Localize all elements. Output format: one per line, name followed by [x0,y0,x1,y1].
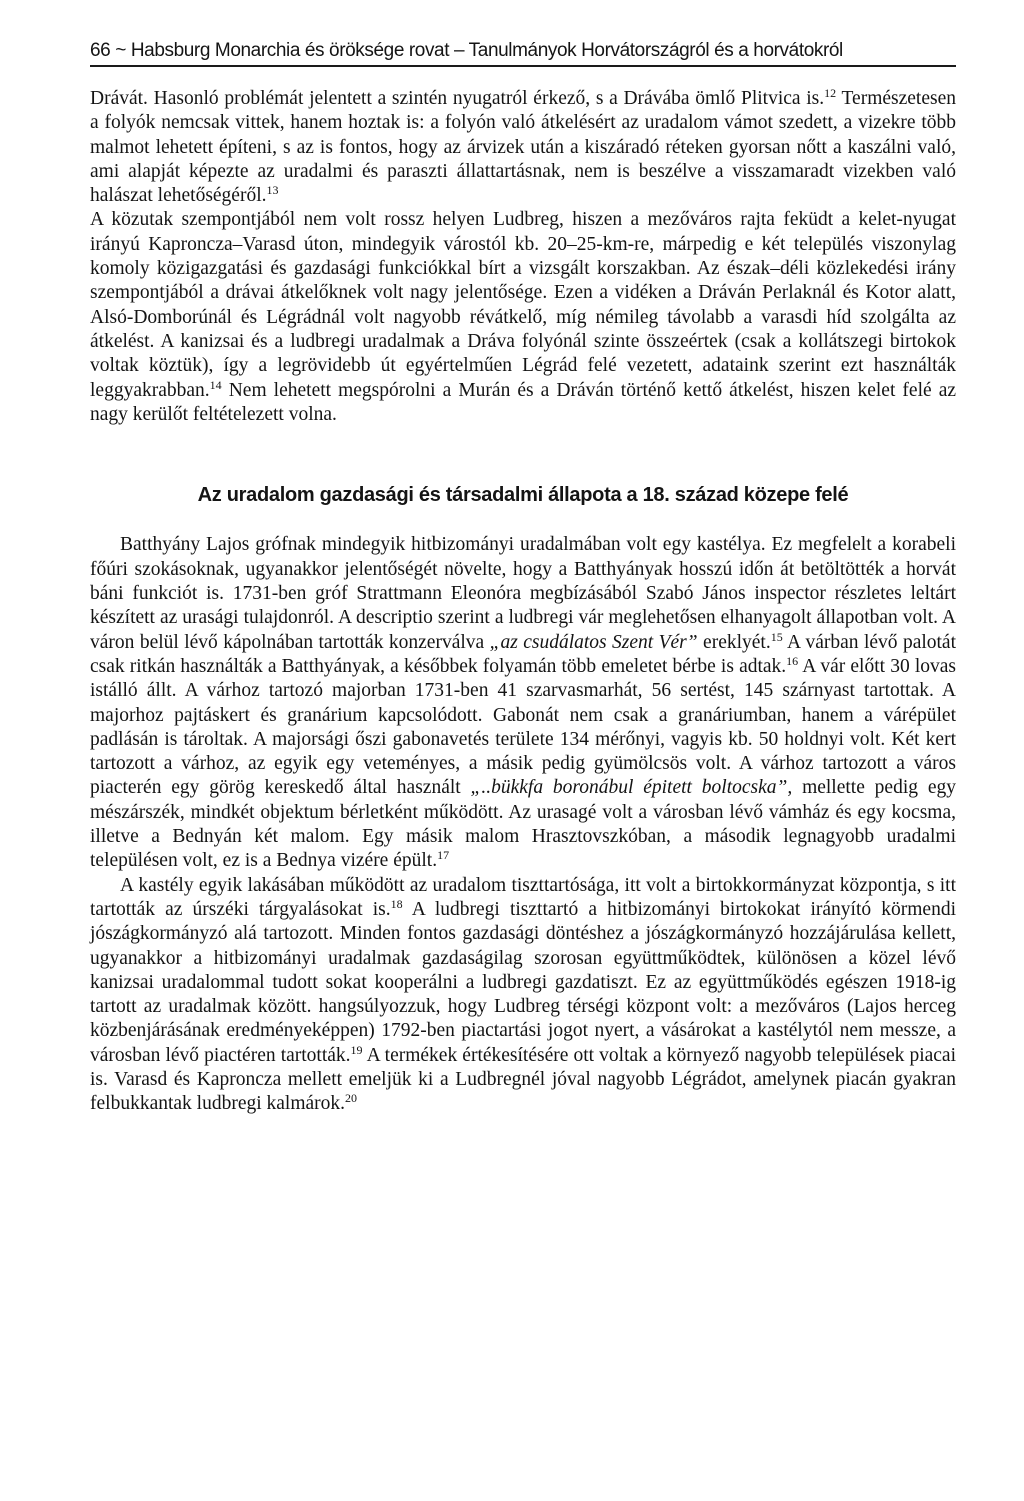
paragraph-1 [90,87,956,208]
footnote-ref-12: 12 [824,86,837,100]
footnote-ref-19: 19 [350,1042,363,1057]
footnote-ref-13: 13 [266,183,279,198]
paragraph-text: A termékek értékesítésére ott voltak a környező nagyobb települések piacai is. Varasd és Kaproncza mellett emeljük ki a Ludbregnél jóval nagyobb Légrádot, amelynek piacán gyakran felbukkantak ludbregi kalmárok. [90,1044,956,1115]
paragraph-2 [90,208,956,427]
footnote-ref-15: 15 [770,629,783,644]
body-text [90,87,956,1117]
paragraph-3 [90,533,956,873]
paragraph-text: Batthyány Lajos grófnak mindegyik hitbizományi uradalmában volt egy kastélya. Ez megfelelt a korabeli főúri szokásoknak, ugyanakkor jelentőségét növelte, hogy a Batthyányak hosszú időn át betöltötték a horvát báni funkciót is. 1731-ben gróf Strattmann Eleonóra megbízásából Szabó János inspector részletes leltárt készített az urasági tulajdonról. A descriptio szerint a ludbregi vár meglehetősen elhanyagolt állapotban volt. A váron belül lévő kápolnában tartották konzerválva [90,534,956,653]
paragraph-text: A ludbregi tiszttartó a hitbizományi birtokokat irányító körmendi jószágkormányzó alá tartozott. Minden fontos gazdasági döntéshez a jószágkormányzó hozzájárulása kellett, ugyanakkor a hitbizományi uradalmak gazdaságilag szorosan együttműködtek, különösen a közel lévő kanizsai uradalommal tudott sokat kooperálni a ludbregi gazdatiszt. Ez az együttműködés egészen 1918-ig tartott az uradalmak között. hangsúlyozzuk, hogy Ludbreg térségi központ volt: a mezőváros (Lajos herceg közbenjárásának eredményeképpen) 1792-ben piactartási jogot nyert, a vásárokat a kastélytól nem messze, a városban lévő piactéren tartották. [90,898,956,1066]
page-number: 66 [90,40,111,61]
paragraph-text: mellette pedig egy mészárszék, mindkét objektum bérletként működött. Az urasagé volt a városban lévő vámház és egy kocsma, illetve a Bednyán két malom. Egy másik malom Hrasztovszkóban, a második legnagyobb uradalmi településen volt, ez is a Bednya vizére épült. [90,777,956,872]
footnote-ref-14: 14 [209,377,222,392]
paragraph-4 [90,874,956,1117]
paragraph-text: Drávát. Hasonló problémát jelentett a szintén nyugatról érkező, s a Drávába ömlő Plitvica is. [90,88,825,109]
paragraph-text: A várban lévő palotát csak ritkán használták a Batthyányak, a későbbek folyamán több emeletet bérbe is adtak. [90,631,957,677]
paragraph-text: ereklyét. [697,631,771,653]
paragraph-text: A kastély egyik lakásában működött az uradalom tiszttartósága, itt volt a birtokkormányzat központja, s itt tartották az úrszéki tárgyalásokat is. [90,874,956,920]
footnote-ref-18: 18 [390,896,403,911]
paragraph-text: Nem lehetett megspórolni a Murán és a Dráván történő kettő átkelést, hiszen kelet felé az nagy kerülőt feltételezett volna. [90,379,956,425]
header-separator: ~ [115,40,126,61]
series-title: Habsburg Monarchia és öröksége rovat – Tanulmányok Horvátországról és a horvátokról [130,40,843,61]
quote-boltocska: „..bükkfa boronábul épitett boltocska”, [470,777,793,799]
paragraph-text: A vár előtt 30 lovas istálló állt. A várhoz tartozó majorban 1731-ben 41 szarvasmarhát, 56 sertést, 145 szárnyast tartottak. A majorhoz pajtáskert és granárium kapcsolódott. Gabonát nem csak a granáriumban, hanem a várépület padlásán is tároltak. A majorsági őszi gabonavetés területe 134 mérőnyi, vagyis kb. 50 holdnyi volt. Két kert tartozott a várhoz, az egyik egy veteményes, a másik pedig gyümölcsös volt. A várhoz tartozott a város piacterén egy görög kereskedő által használt [90,655,956,799]
footnote-ref-16: 16 [786,653,799,668]
section-heading: Az uradalom gazdasági és társadalmi állapota a 18. század közepe felé [197,484,849,507]
running-header [90,40,956,67]
paragraph-text: A közutak szempontjából nem volt rossz helyen Ludbreg, hiszen a mezőváros rajta feküdt a kelet-nyugat irányú Kaproncza–Varasd úton, mindegyik várostól kb. 20–25-km-re, márpedig e két település viszonylag komoly közigazgatási és gazdasági funkciókkal bírt a vizsgált korszakban. Az észak–déli közlekedési irány szempontjából a drávai átkelőknek volt nagy jelentősége. Ezen a vidéken a Dráván Perlaknál és Kotor alatt, Alsó-Domborúnál és Légrádnál volt nagyobb révátkelő, míg némileg távolabb a varasdi híd szolgálta az átkelést. A kanizsai és a ludbregi uradalmak a Dráva folyónál szinte összeértek (csak a kollátszegi birtokok voltak köztük), így a legrövidebb út egyértelműen Légrád felé vezetett, adataink szerint ezt használták leggyakrabban. [90,209,956,401]
paragraph-text: Természetesen a folyók nemcsak vittek, hanem hoztak is: a folyón való átkelésért az uradalom vámot szedett, a vizekre több malmot lehetett építeni, s az is fontos, hogy az árvizek után a kiszáradó réteken gyorsan nőtt a kaszálni való, ami alapját képezte az uradalmi és paraszti állattartásnak, nem is beszélve a visszamaradt vizekben való halászat lehetőségéről. [90,88,956,207]
footnote-ref-20: 20 [345,1091,358,1106]
quote-szent-ver: „az csudálatos Szent Vér” [489,631,698,653]
page [90,40,956,1117]
footnote-ref-17: 17 [437,848,450,863]
